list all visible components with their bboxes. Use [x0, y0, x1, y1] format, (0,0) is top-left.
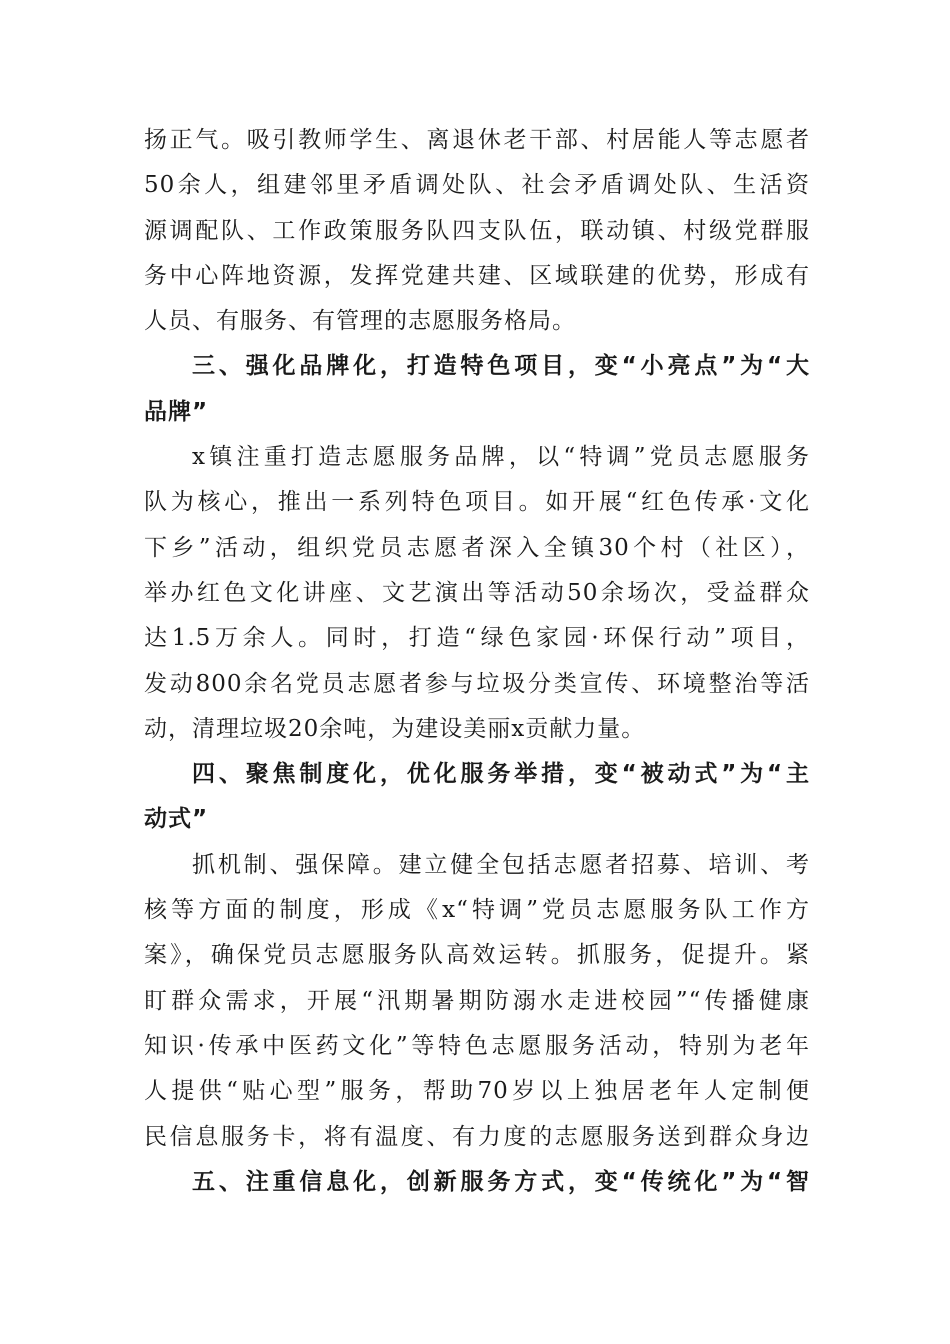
- paragraph-line: 核等方面的制度，形成《x“特调”党员志愿服务队工作方: [144, 897, 810, 924]
- paragraph-line: 队为核心，推出一系列特色项目。如开展“红色传承·文化: [144, 489, 810, 516]
- paragraph-line: 达1.5万余人。同时，打造“绿色家园·环保行动”项目，: [144, 625, 810, 652]
- paragraph-line: 知识·传承中医药文化”等特色志愿服务活动，特别为老年: [144, 1032, 810, 1059]
- paragraph-line: 盯群众需求，开展“汛期暑期防溺水走进校园”“传播健康: [144, 987, 810, 1014]
- section-heading-line: 四、聚焦制度化，优化服务举措，变“被动式”为“主: [192, 761, 810, 788]
- paragraph-line: x镇注重打造志愿服务品牌，以“特调”党员志愿服务: [192, 444, 810, 471]
- paragraph-line: 人提供“贴心型”服务，帮助70岁以上独居老年人定制便: [144, 1078, 810, 1105]
- paragraph-line: 举办红色文化讲座、文艺演出等活动50余场次，受益群众: [144, 579, 810, 606]
- paragraph-line: 案》，确保党员志愿服务队高效运转。抓服务，促提升。紧: [144, 942, 810, 969]
- section-heading-line: 三、强化品牌化，打造特色项目，变“小亮点”为“大: [192, 353, 810, 380]
- paragraph-line: 下乡”活动，组织党员志愿者深入全镇30个村（社区），: [144, 534, 810, 561]
- paragraph-line: 人员、有服务、有管理的志愿服务格局。: [144, 308, 576, 335]
- paragraph-line: 50余人，组建邻里矛盾调处队、社会矛盾调处队、生活资: [144, 172, 810, 199]
- paragraph-line: 发动800余名党员志愿者参与垃圾分类宣传、环境整治等活: [144, 670, 810, 697]
- document-page: [144, 118, 810, 1205]
- section-heading-line: 品牌”: [144, 398, 209, 425]
- section-heading-line: 动式”: [144, 806, 209, 833]
- paragraph-line: 抓机制、强保障。建立健全包括志愿者招募、培训、考: [192, 851, 810, 878]
- paragraph-line: 动，清理垃圾20余吨，为建设美丽x贡献力量。: [144, 715, 646, 742]
- section-heading-line: 五、注重信息化，创新服务方式，变“传统化”为“智: [192, 1168, 810, 1195]
- paragraph-line: 民信息服务卡，将有温度、有力度的志愿服务送到群众身边: [144, 1123, 810, 1150]
- paragraph-line: 扬正气。吸引教师学生、离退休老干部、村居能人等志愿者: [144, 127, 810, 153]
- paragraph-line: 务中心阵地资源，发挥党建共建、区域联建的优势，形成有: [144, 262, 810, 289]
- paragraph-line: 源调配队、工作政策服务队四支队伍，联动镇、村级党群服: [144, 217, 810, 244]
